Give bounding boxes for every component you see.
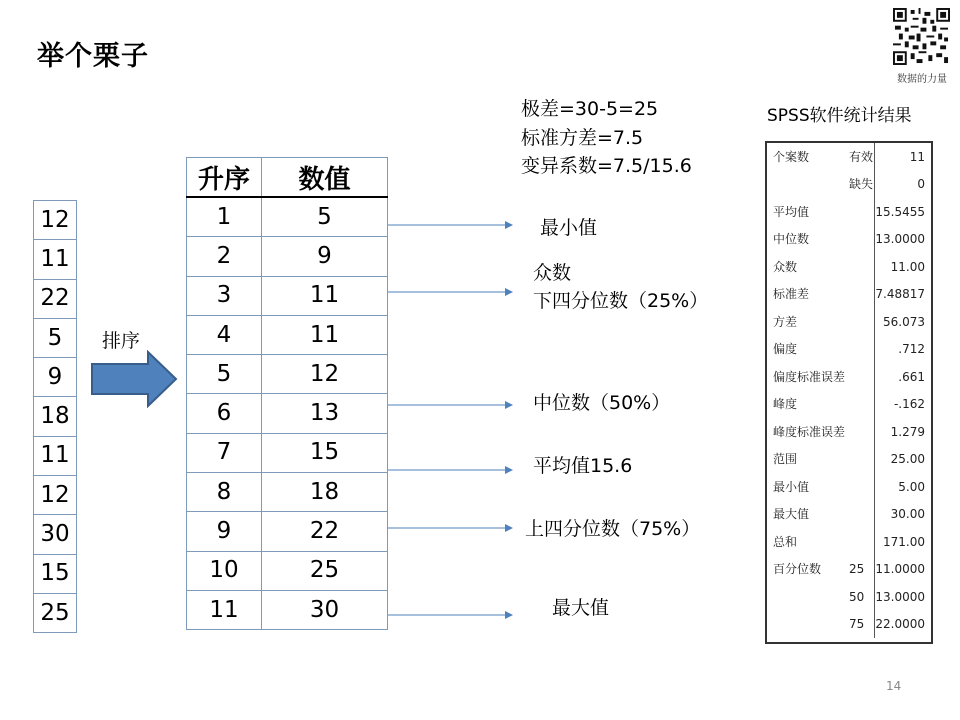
spss-row-label: 中位数 [773,232,810,247]
value-cell: 13 [262,394,388,433]
value-cell: 22 [262,512,388,551]
right-arrow-icon [90,350,178,408]
spss-row-label [767,583,845,611]
spss-row-label: 范围 [773,452,798,467]
spss-row-sublabel [845,336,874,364]
spss-row-label: 百分位数 [773,562,822,577]
spss-row-value: .661 [874,363,931,391]
spss-title: SPSS软件统计结果 [767,106,912,126]
table-row [34,201,77,240]
stat-std: 标准方差=7.5 [521,126,644,149]
spss-row-value: 56.073 [874,308,931,336]
value-cell: 11 [262,315,388,354]
raw-value-cell: 12 [34,476,77,515]
raw-value-cell: 30 [34,515,77,554]
table-row [187,197,388,237]
spss-row-sublabel [845,281,874,309]
spss-row [767,391,931,419]
table-row [34,476,77,515]
spss-row-sublabel [845,308,874,336]
table-row [187,512,388,551]
spss-row-value: 30.00 [874,501,931,529]
spss-row-sublabel: 有效 [849,149,874,164]
spss-row-sublabel [845,253,874,281]
table-row [187,433,388,472]
spss-row-sublabel [845,363,874,391]
spss-row-value: 15.5455 [874,198,931,226]
rank-cell: 11 [187,590,262,629]
spss-row-sublabel [845,446,874,474]
spss-row [767,143,931,171]
table-row [187,551,388,590]
spss-row-value: .712 [874,336,931,364]
raw-value-cell: 5 [34,318,77,357]
spss-row-label: 最小值 [773,479,810,494]
spss-row-sublabel [845,226,874,254]
raw-value-cell: 11 [34,436,77,475]
spss-row-sublabel [845,418,874,446]
spss-row-label: 峰度 [773,397,798,412]
spss-row-sublabel [845,473,874,501]
spss-row-label: 偏度 [773,342,798,357]
spss-row-sublabel: 缺失 [849,177,874,192]
spss-row-sublabel: 75 [849,617,865,632]
spss-row [767,446,931,474]
spss-row-value: 11.00 [874,253,931,281]
spss-row-sublabel: 50 [849,589,865,604]
spss-row [767,171,931,199]
spss-row-sublabel [845,391,874,419]
table-row [187,590,388,629]
raw-value-cell: 15 [34,554,77,593]
spss-row-label: 平均值 [773,204,810,219]
spss-row-label: 个案数 [773,149,810,164]
raw-data-table [33,200,77,633]
spss-row-value: 13.0000 [874,226,931,254]
spss-row [767,528,931,556]
stats-block [521,95,692,181]
table-row [34,515,77,554]
label-mean: 平均值15.6 [533,455,633,477]
rank-cell: 1 [187,197,262,237]
rank-cell: 3 [187,276,262,315]
spss-row [767,281,931,309]
table-row [187,315,388,354]
table-row [187,276,388,315]
raw-value-cell: 25 [34,593,77,632]
table-row [34,397,77,436]
table-row [34,436,77,475]
spss-row-label: 总和 [773,534,798,549]
spss-row-label [767,171,845,199]
spss-row [767,308,931,336]
rank-cell: 2 [187,237,262,276]
spss-row-sublabel [845,198,874,226]
spss-row [767,418,931,446]
sorted-table [186,157,388,630]
table-row [187,237,388,276]
spss-row-sublabel: 25 [849,562,865,577]
spss-row [767,226,931,254]
spss-row [767,611,931,639]
rank-cell: 4 [187,315,262,354]
value-cell: 15 [262,433,388,472]
column-header-value: 数值 [262,158,388,198]
value-cell: 25 [262,551,388,590]
spss-row [767,556,931,584]
table-row [34,279,77,318]
rank-cell: 7 [187,433,262,472]
raw-value-cell: 9 [34,358,77,397]
label-max: 最大值 [552,597,610,619]
spss-row-value: 171.00 [874,528,931,556]
spss-row-value: 0 [874,171,931,199]
spss-row-label: 偏度标准误差 [773,369,846,384]
spss-row [767,336,931,364]
spss-row-label: 峰度标准误差 [773,424,846,439]
table-row [34,554,77,593]
stat-range: 极差=30-5=25 [521,98,659,120]
rank-cell: 6 [187,394,262,433]
value-cell: 12 [262,355,388,394]
value-cell: 9 [262,237,388,276]
spss-row-value: -.162 [874,391,931,419]
page-number: 14 [886,679,902,693]
spss-row-sublabel [845,501,874,529]
raw-value-cell: 22 [34,279,77,318]
table-row [34,240,77,279]
spss-row [767,363,931,391]
spss-row-value: 11 [874,143,931,171]
raw-value-cell: 11 [34,240,77,279]
rank-cell: 9 [187,512,262,551]
spss-row-value: 7.48817 [874,281,931,309]
label-min: 最小值 [540,217,598,239]
spss-row-label: 方差 [773,314,798,329]
spss-row-label: 标准差 [773,287,810,302]
slide-title: 举个栗子 [37,41,149,72]
spss-row-label: 众数 [773,259,798,274]
spss-output-table [765,141,933,644]
spss-row [767,253,931,281]
value-cell: 5 [262,197,388,237]
spss-row [767,583,931,611]
spss-row-label [767,611,845,639]
value-cell: 30 [262,590,388,629]
logo-caption: 数据的力量 [897,74,947,85]
spss-row-label: 最大值 [773,507,810,522]
table-row [34,593,77,632]
raw-value-cell: 12 [34,201,77,240]
spss-row-sublabel [845,528,874,556]
rank-cell: 10 [187,551,262,590]
label-q1: 下四分位数（25%） [533,290,709,312]
qr-code-icon [893,8,950,65]
rank-cell: 5 [187,355,262,394]
table-row [34,318,77,357]
stat-cv: 变异系数=7.5/15.6 [521,155,692,177]
rank-cell: 8 [187,473,262,512]
spss-row-value: 5.00 [874,473,931,501]
table-row [187,394,388,433]
raw-value-cell: 18 [34,397,77,436]
spss-row [767,198,931,226]
spss-row-value: 11.0000 [874,556,931,584]
spss-row [767,473,931,501]
table-row [187,473,388,512]
spss-row-value: 25.00 [874,446,931,474]
spss-row-value: 1.279 [874,418,931,446]
spss-row [767,501,931,529]
table-row [187,355,388,394]
label-q3: 上四分位数（75%） [525,518,701,540]
value-cell: 18 [262,473,388,512]
table-row [34,358,77,397]
sort-label: 排序 [102,330,141,352]
label-mode: 众数 [533,262,572,284]
column-header-rank: 升序 [187,158,262,198]
value-cell: 11 [262,276,388,315]
spss-row-value: 13.0000 [874,583,931,611]
spss-row-value: 22.0000 [874,611,931,639]
label-median: 中位数（50%） [533,392,671,414]
